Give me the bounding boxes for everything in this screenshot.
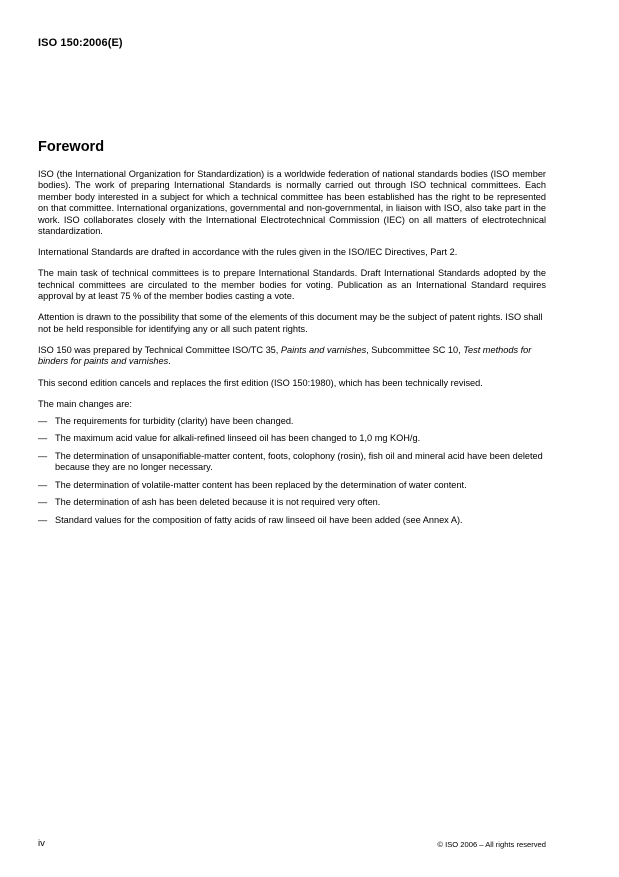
document-id-header: ISO 150:2006(E) (38, 37, 123, 49)
list-dash: — (38, 450, 48, 461)
committee-name: Paints and varnishes (280, 345, 367, 356)
list-item-text: The requirements for turbidity (clarity) have been changed. (55, 415, 294, 426)
list-dash: — (38, 497, 48, 508)
list-dash: — (38, 515, 48, 526)
list-item (38, 433, 546, 444)
subcommittee-name: Test methods for binders for paints and varnishes (38, 345, 532, 367)
paragraph-directives: International Standards are drafted in accordance with the rules given in the ISO/IEC Directives, Part 2. (38, 247, 458, 258)
list-item-text: The determination of unsaponifiable-matter content, foots, colophony (rosin), fish oil and mineral acid have been deleted because they are no longer necessary. (55, 450, 543, 473)
subcommittee-text: , Subcommittee SC 10, (366, 345, 464, 356)
list-dash: — (38, 415, 48, 426)
copyright-notice: © ISO 2006 – All rights reserved (437, 840, 546, 849)
list-item-text: The determination of volatile-matter content has been replaced by the determination of water content. (55, 479, 467, 490)
list-item (38, 480, 546, 491)
list-dash: — (38, 433, 48, 444)
foreword-body (38, 169, 546, 533)
list-item-text: The maximum acid value for alkali-refined linseed oil has been changed to 1,0 mg KOH/g. (55, 433, 421, 444)
paragraph-patent-rights: Attention is drawn to the possibility that some of the elements of this document may be the subject of patent rights. ISO shall not be held responsible for identifying any or all such patent rights. (38, 312, 543, 334)
prepared-by-text: ISO 150 was prepared by Technical Committee ISO/TC 35, (38, 345, 281, 356)
changes-list (38, 416, 546, 527)
list-item (38, 451, 546, 474)
paragraph-prepared-by (38, 345, 546, 368)
paragraph-main-changes: The main changes are: (38, 398, 132, 409)
paragraph-edition: This second edition cancels and replaces the first edition (ISO 150:1980), which has been technically revised. (38, 377, 483, 388)
prepared-by-end: . (168, 356, 171, 367)
list-item-text: Standard values for the composition of fatty acids of raw linseed oil have been added (see Annex A). (55, 515, 463, 526)
list-item (38, 497, 546, 508)
list-item-text: The determination of ash has been deleted because it is not required very often. (55, 497, 381, 508)
page-number: iv (38, 838, 45, 849)
list-dash: — (38, 479, 48, 490)
paragraph-main-task: The main task of technical committees is to prepare International Standards. Draft International Standards adopted by the technical committees are circulated to the member bodies for voting. Publication as an International Standard requires approval by at least 75 % of the member bodies casting a vote. (38, 268, 546, 302)
paragraph-iso-intro: ISO (the International Organization for Standardization) is a worldwide federation of national standards bodies (ISO member bodies). The work of preparing International Standards is normally carried out through ISO technical committees. Each member body interested in a subject for which a technical committee has been established has the right to be represented on that committee. International organizations, governmental and non-governmental, in liaison with ISO, also take part in the work. ISO collaborates closely with the International Electrotechnical Commission (IEC) on all matters of electrotechnical standardization. (38, 169, 546, 237)
list-item (38, 515, 546, 526)
page-title: Foreword (38, 139, 105, 155)
list-item (38, 416, 546, 427)
